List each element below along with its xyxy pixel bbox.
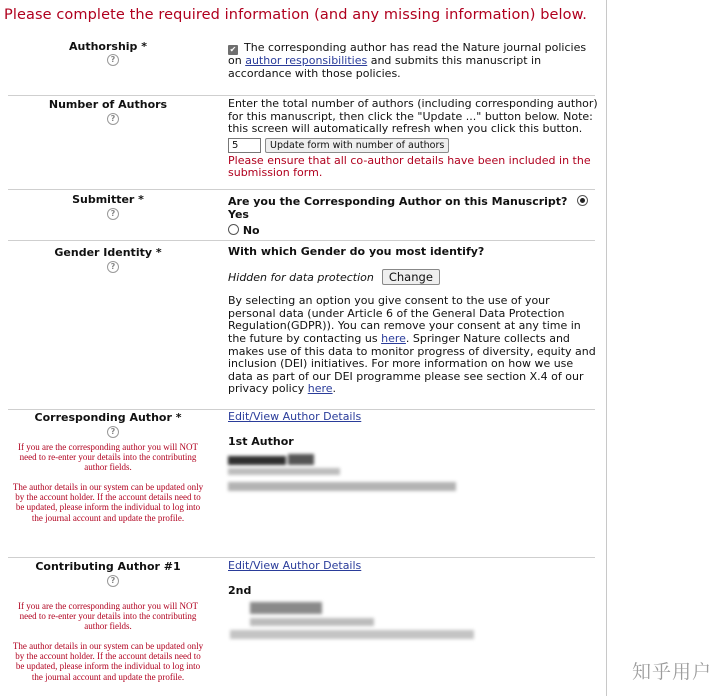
- page-right-border: [606, 0, 607, 696]
- corresponding-note-account: The author details in our system can be updated only by the account holder. If the account details need to be updated, please inform the individual to log into the journal account and update the profile.: [12, 482, 204, 523]
- authorship-help-icon[interactable]: ?: [107, 54, 119, 66]
- num-authors-label: Number of Authors: [48, 98, 168, 111]
- edit-contributing-author-link[interactable]: Edit/View Author Details: [228, 559, 362, 572]
- contact-here-link[interactable]: here: [381, 331, 406, 345]
- submitter-field: [228, 195, 602, 238]
- submitter-help-icon[interactable]: ?: [107, 208, 119, 220]
- section-divider: [8, 189, 595, 190]
- gender-label: Gender Identity *: [54, 246, 162, 259]
- corresponding-author-label: Corresponding Author *: [34, 411, 182, 424]
- page-heading: Please complete the required information (and any missing information) below.: [4, 7, 587, 23]
- gender-help-icon[interactable]: ?: [107, 261, 119, 273]
- author-responsibilities-link[interactable]: author responsibilities: [245, 54, 368, 67]
- corresponding-help-icon[interactable]: ?: [107, 426, 119, 438]
- contributing-note-reenter: If you are the corresponding author you will NOT need to re-enter your details into the contributing author fields.: [18, 601, 198, 632]
- coauthor-warning: Please ensure that all co-author details have been included in the submission form.: [228, 153, 591, 180]
- corresponding-note-reenter: If you are the corresponding author you will NOT need to re-enter your details into the contributing author fields.: [18, 442, 198, 473]
- num-authors-help-icon[interactable]: ?: [107, 113, 119, 125]
- update-authors-button[interactable]: Update form with number of authors: [265, 138, 449, 153]
- num-authors-field: [228, 98, 600, 180]
- change-gender-button[interactable]: Change: [382, 269, 440, 286]
- second-author-order: 2nd: [228, 583, 252, 597]
- contributing-help-icon[interactable]: ?: [107, 575, 119, 587]
- submitter-yes-radio[interactable]: [577, 195, 588, 206]
- first-author-order: 1st Author: [228, 434, 294, 448]
- consent-text-end: .: [332, 382, 337, 396]
- gender-hidden-row: [228, 269, 600, 286]
- gender-hidden-text: Hidden for data protection: [228, 270, 374, 284]
- redacted-contributor-details: [250, 600, 500, 644]
- authorship-label: Authorship *: [68, 40, 148, 53]
- redacted-author-details: [228, 468, 458, 494]
- num-authors-controls: [228, 138, 600, 153]
- gender-question: With which Gender do you most identify?: [228, 245, 485, 258]
- gender-field: [228, 246, 600, 396]
- privacy-policy-here-link[interactable]: here: [307, 382, 333, 396]
- gdpr-consent-text: [228, 295, 600, 396]
- consent-text-part1: By selecting an option you give consent to the use of your personal data (under Article 6 of the General Data Protection Regulation(GDPR)). You can remove your consent at any time in the future by contacting us: [228, 294, 581, 345]
- authorship-field: [228, 42, 600, 80]
- contributing-author-label: Contributing Author #1: [35, 560, 181, 573]
- corresponding-author-field: [228, 411, 600, 448]
- submitter-no-label: No: [242, 224, 260, 238]
- zhihu-watermark: 知乎用户: [631, 661, 712, 683]
- section-divider: [8, 240, 595, 241]
- corresponding-author-question: Are you the Corresponding Author on this Manuscript?: [228, 195, 568, 208]
- contributing-author-field: [228, 560, 600, 597]
- num-authors-instructions: Enter the total number of authors (including corresponding author) for this manuscript, then click the "Update ..." button below. Note: this screen will automatically refresh when you click this button.: [228, 97, 598, 136]
- submitter-no-radio[interactable]: [228, 224, 239, 235]
- contributing-note-account: The author details in our system can be updated only by the account holder. If the account details need to be updated, please inform the individual to log into the journal account and update the profile.: [12, 641, 204, 682]
- section-divider: [8, 557, 595, 558]
- num-authors-input[interactable]: 5: [228, 138, 261, 153]
- submitter-label: Submitter *: [72, 193, 144, 206]
- authorship-text-before: The corresponding author has read the Nature journal policies on: [228, 41, 587, 67]
- redacted-author-name: [228, 454, 314, 466]
- consent-text-part2: . Springer Nature collects and makes use of this data to monitor progress of diversity, equity and inclusion (DEI) initiatives. For more information on how we use data as part of our DEI programme please see section X.4 of our privacy policy: [228, 331, 596, 396]
- edit-corresponding-author-link[interactable]: Edit/View Author Details: [228, 410, 362, 423]
- authorship-checkbox[interactable]: ✔: [229, 45, 237, 54]
- submitter-yes-label: Yes: [228, 207, 249, 221]
- authorship-text-after: and submits this manuscript in accordance with those policies.: [228, 54, 542, 80]
- section-divider: [8, 95, 595, 96]
